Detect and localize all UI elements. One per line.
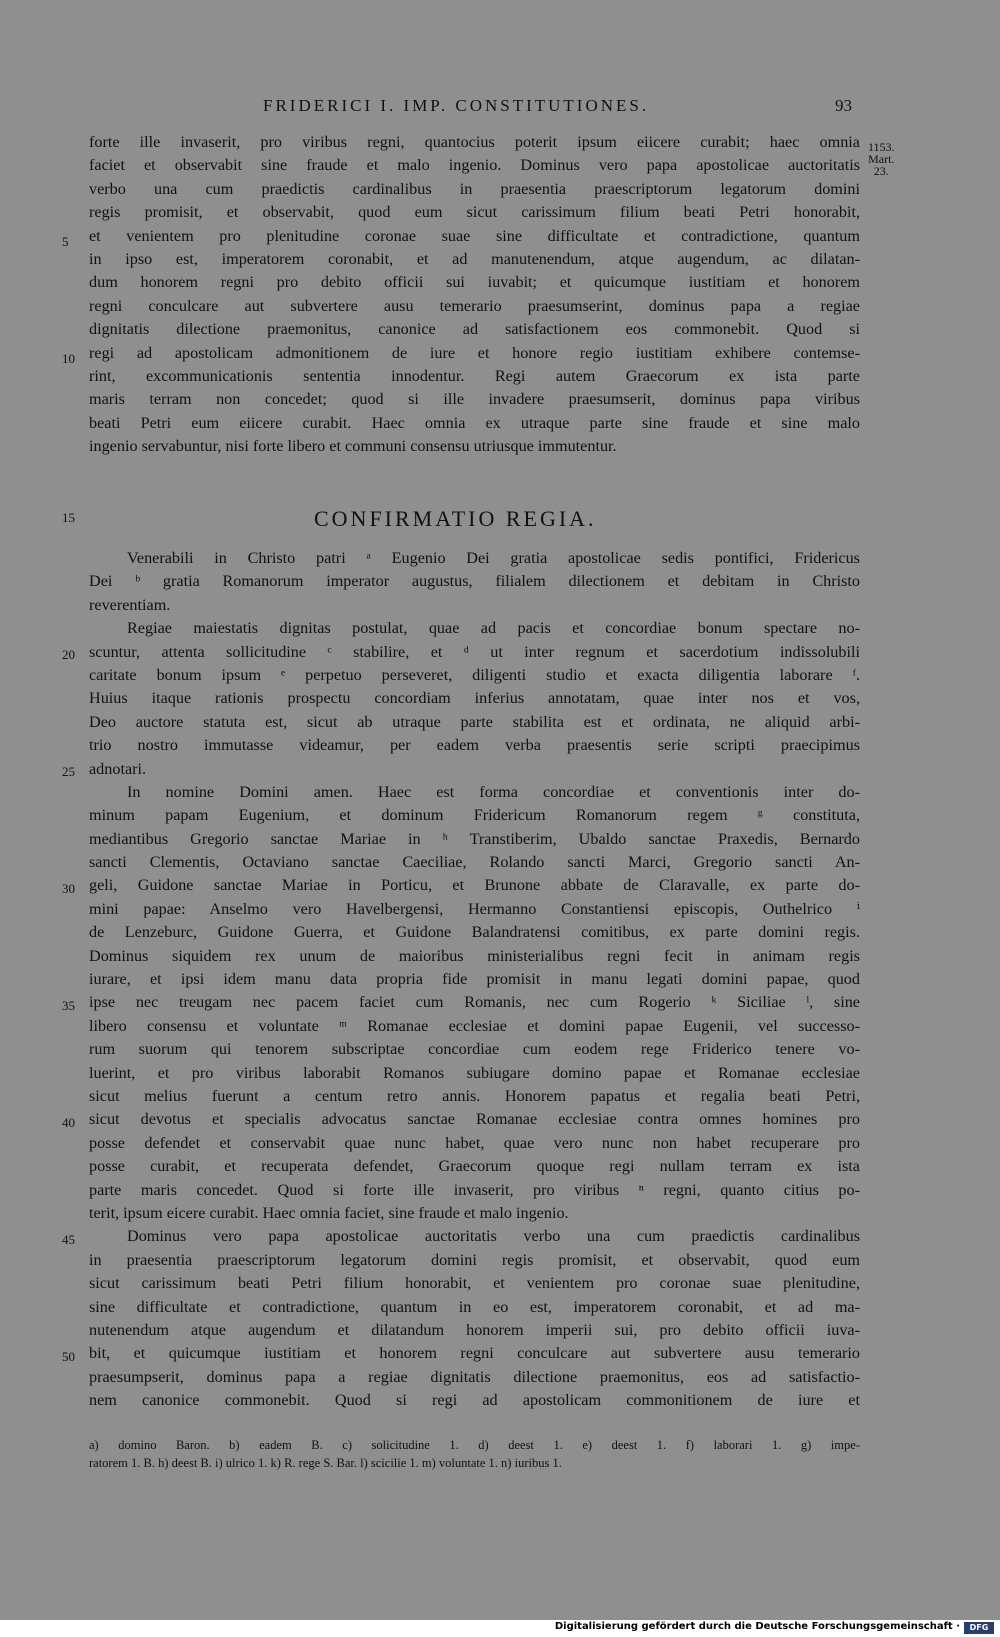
text-line: luerint, et pro viribus laborabit Romanos subiugare domino papae et Romanae ecclesiae <box>89 1063 860 1082</box>
text-line: ipse nec treugam nec pacem faciet cum Romanis, nec cum Rogerio ᵏ Siciliae ˡ, sine <box>89 993 860 1012</box>
margin-date-year: 1153. <box>868 140 895 154</box>
text-line: caritate bonum ipsum ᵉ perpetuo perseveret, diligenti studio et exacta diligentia laborare ᶠ. <box>89 665 860 684</box>
footnote-line: a) domino Baron. b) eadem B. c) solicitudine 1. d) deest 1. e) deest 1. f) laborari 1. g) impe- <box>89 1438 860 1452</box>
text-line: regis promisit, et observabit, quod eum sicut carissimum filium beati Petri honorabit, <box>89 203 860 222</box>
text-line: terit, ipsum eicere curabit. Haec omnia faciet, sine fraude et malo ingenio. <box>89 1203 569 1222</box>
text-line: Deo auctore statuta est, sicut ab utraque parte stabilita est et ordinata, ne aliquid arbi- <box>89 712 860 731</box>
footer-credit: Digitalisierung gefördert durch die Deutsche Forschungsgemeinschaft · <box>554 1621 960 1632</box>
text-line: mediantibus Gregorio sanctae Mariae in ʰ Transtiberim, Ubaldo sanctae Praxedis, Bernardo <box>89 829 860 848</box>
line-number: 25 <box>62 764 75 779</box>
text-line: ingenio servabuntur, nisi forte libero et communi consensu utriusque immutentur. <box>89 437 617 456</box>
line-number: 50 <box>62 1349 75 1364</box>
text-line: trio nostro immutasse videamur, per eadem verba praesentis serie scripti praecipimus <box>89 736 860 755</box>
text-line: in praesentia praescriptorum legatorum domini regis promisit, et observabit, quod eum <box>89 1250 860 1269</box>
text-line: parte maris concedet. Quod si forte ille invaserit, pro viribus ⁿ regni, quanto citius po- <box>89 1180 860 1199</box>
footnote-line: ratorem 1. B. h) deest B. i) ulrico 1. k) R. rege S. Bar. l) scicilie 1. m) voluntate 1. n) iuribus 1. <box>89 1456 562 1470</box>
text-line: Dei ᵇ gratia Romanorum imperator augustus, filialem dilectionem et debitam in Christo <box>89 572 860 591</box>
text-line: dum honorem regni pro debito officii sui iuvabit; et quicumque iustitiam et honorem <box>89 273 860 292</box>
text-line: bit, et quicumque iustitiam et honorem regni conculcare aut subvertere ausu temerario <box>89 1344 860 1363</box>
text-line: geli, Guidone sanctae Mariae in Porticu, et Brunone abbate de Claravalle, ex parte do- <box>89 876 860 895</box>
line-number: 40 <box>62 1115 75 1130</box>
text-line: sicut carissimum beati Petri filium honorabit, et venientem pro coronae suae plenitudine, <box>89 1274 860 1293</box>
text-line: faciet et observabit sine fraude et malo ingenio. Dominus vero papa apostolicae auctoritatis <box>89 156 860 175</box>
text-line: regi ad apostolicam admonitionem de iure et honore regio iustitiam exhibere contemse- <box>89 343 860 362</box>
text-line: adnotari. <box>89 759 147 778</box>
text-line: sicut devotus et specialis advocatus sanctae Romanae ecclesiae contra omnes homines pro <box>89 1110 860 1129</box>
body-text-block <box>89 547 860 1412</box>
text-line: iurare, et ipsi idem manu data propria fide promisit in manu legati domini papae, quod <box>89 970 860 989</box>
line-number: 20 <box>62 647 75 662</box>
line-number: 30 <box>62 881 75 896</box>
line-number: 15 <box>62 510 75 525</box>
line-number: 45 <box>62 1232 75 1247</box>
running-head: FRIDERICI I. IMP. CONSTITUTIONES. <box>263 96 650 115</box>
line-number: 5 <box>62 234 69 249</box>
text-line: de Lenzeburc, Guidone Guerra, et Guidone Balandratensi comitibus, ex parte domini regis. <box>89 923 860 942</box>
text-line: reverentiam. <box>89 595 171 614</box>
text-line: Huius itaque rationis prospectu concordiam inferius annotatam, quae inter nos et vos, <box>89 689 860 708</box>
text-line: rum suorum qui tenorem subscriptae concordiae cum eodem rege Friderico tenere vo- <box>89 1040 860 1059</box>
text-line: sine difficultate et contradictione, quantum in eo est, imperatorem coronabit, et ad ma- <box>89 1297 860 1316</box>
section-title: CONFIRMATIO REGIA. <box>314 506 597 531</box>
line-number: 10 <box>62 351 75 366</box>
text-line: Venerabili in Christo patri ᵃ Eugenio Dei gratia apostolicae sedis pontifici, Fridericus <box>127 549 860 567</box>
text-line: et venientem pro plenitudine coronae suae sine difficultate et contradictione, quantum <box>89 226 860 245</box>
text-line: praesumpserit, dominus papa a regiae dignitatis dilectione praemonitus, eos ad satisfactio- <box>89 1367 860 1386</box>
text-line: forte ille invaserit, pro viribus regni, quantocius poterit ipsum eiicere curabit; haec omnia <box>89 133 860 151</box>
margin-date <box>868 141 895 177</box>
text-line: sicut melius fuerunt a centum retro annis. Honorem papatus et regalia beati Petri, <box>89 1086 860 1105</box>
text-line: minum papam Eugenium, et dominum Fridericum Romanorum regem ᵍ constituta, <box>89 806 860 825</box>
margin-date-month: Mart. <box>868 152 895 166</box>
text-line: Dominus vero papa apostolicae auctoritatis verbo una cum praedictis cardinalibus <box>127 1227 860 1246</box>
dfg-logo: DFG <box>964 1622 994 1634</box>
text-line: In nomine Domini amen. Haec est forma concordiae et conventionis inter do- <box>127 782 860 801</box>
page-number: 93 <box>835 96 852 115</box>
text-line: nutenendum atque augendum et dilatandum honorem imperii sui, pro debito officii iuva- <box>89 1320 860 1339</box>
margin-date-day: 23. <box>873 164 889 178</box>
text-line: Dominus siquidem rex unum de maioribus ministerialibus regni fecit in animam regis <box>89 946 860 965</box>
footer-bar <box>0 1620 1000 1637</box>
text-line: mini papae: Anselmo vero Havelbergensi, Hermanno Constantiensi episcopis, Outhelrico ⁱ <box>89 899 860 918</box>
text-line: nem canonice commonebit. Quod si regi ad apostolicam commonitionem de iure et <box>89 1391 860 1410</box>
text-line: scuntur, attenta sollicitudine ᶜ stabilire, et ᵈ ut inter regnum et sacerdotium indissolubili <box>89 642 860 661</box>
text-line: verbo una cum praedictis cardinalibus in praesentia praescriptorum legatorum domini <box>89 179 860 198</box>
text-line: libero consensu et voluntate ᵐ Romanae ecclesiae et domini papae Eugenii, vel successo- <box>89 1016 860 1035</box>
text-line: posse curabit, et recuperata defendet, Graecorum quoque regi nullam terram ex ista <box>89 1157 860 1176</box>
top-text-block <box>89 131 860 458</box>
text-line: posse defendet et conservabit quae nunc habet, quae vero nunc non habet recuperare pro <box>89 1133 860 1152</box>
text-line: Regiae maiestatis dignitas postulat, quae ad pacis et concordiae bonum spectare no- <box>127 619 860 638</box>
text-line: in ipso est, imperatorem coronabit, et ad manutenendum, atque augendum, ac dilatan- <box>89 249 860 268</box>
text-line: sancti Clementis, Octaviano sanctae Caeciliae, Rolando sancti Marci, Gregorio sancti An- <box>89 853 860 872</box>
line-number: 35 <box>62 998 75 1013</box>
text-line: beati Petri eum eiicere curabit. Haec omnia ex utraque parte sine fraude et sine malo <box>89 413 860 432</box>
text-line: maris terram non concedet; quod si ille invadere praesumserit, dominus papa viribus <box>89 390 860 409</box>
text-line: rint, excommunicationis sententia innodentur. Regi autem Graecorum ex ista parte <box>89 366 860 385</box>
footnotes <box>89 1436 860 1472</box>
text-line: dignitatis dilectione praemonitus, canonice ad satisfactionem eos commonebit. Quod si <box>89 320 860 339</box>
text-line: regni conculcare aut subvertere ausu temerario praesumserint, dominus papa a regiae <box>89 296 860 315</box>
